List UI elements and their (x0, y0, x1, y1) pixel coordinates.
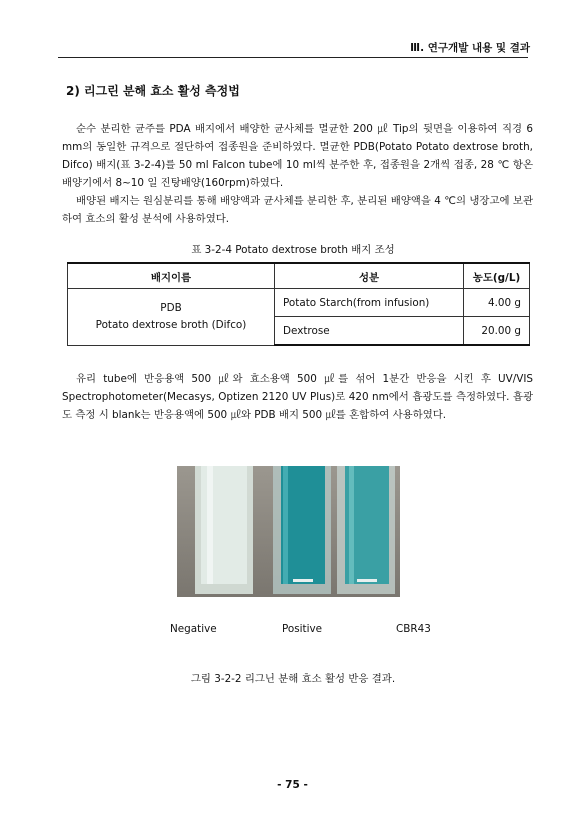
label-positive: Positive (282, 623, 323, 635)
label-cbr43: CBR43 (396, 623, 431, 635)
paragraph-text: 유리 tube에 반응용액 500 ㎕와 효소용액 500 ㎕를 섞어 1분간 반응을 시킨 후 UV/VIS Spectrophotometer(Mecasys, Optizen 2120 UV Plus)로 420 nm에서 흡광도를 측정하였다. 흡광도 측정 시 blank는 반응용액에 500 ㎕와 PDB 배지 500 ㎕를 혼합하여 사용하였다. (62, 373, 533, 421)
paragraph-text: 순수 분리한 균주를 PDA 배지에서 배양한 균사체를 멸균한 200 ㎕ Tip의 뒷면을 이용하여 직경 6 mm의 동일한 규격으로 절단하여 접종원을 준비하였다. 멸균한 PDB(Potato Potato dextrose broth, Difco) 배지(표 3-2-4)를 50 ml Falcon tube에 10 ml씩 분주한 후, 접종원을 2개씩 접종, 28 ℃ 항온배양기에서 8~10 일 진탕배양(160rpm)하였다. (62, 123, 533, 189)
methods-paragraph-2 (62, 370, 533, 424)
header-concentration: 농도(g/L) (464, 263, 530, 289)
medium-name-cell (68, 289, 275, 346)
header-medium-name: 배지이름 (68, 263, 275, 289)
reaction-result-photo (177, 466, 400, 597)
header-divider (58, 57, 528, 58)
table-caption: 표 3-2-4 Potato dextrose broth 배지 조성 (191, 244, 395, 256)
concentration-cell: 4.00 g (464, 289, 530, 317)
medium-composition-table (67, 262, 530, 346)
component-cell: Potato Starch(from infusion) (275, 289, 464, 317)
concentration-cell: 20.00 g (464, 317, 530, 346)
page-number: - 75 - (277, 779, 308, 791)
figure-caption: 그림 3-2-2 리그닌 분해 효소 활성 반응 결과. (190, 673, 396, 685)
chapter-header: Ⅲ. 연구개발 내용 및 결과 (410, 42, 530, 54)
component-cell: Dextrose (275, 317, 464, 346)
paragraph-text: 배양된 배지는 원심분리를 통해 배양액과 균사체를 분리한 후, 분리된 배양액을 4 ℃의 냉장고에 보관하여 효소의 활성 분석에 사용하였다. (62, 195, 533, 225)
medium-fullname: Potato dextrose broth (Difco) (95, 318, 247, 331)
section-title: 2) 리그린 분해 효소 활성 측정법 (66, 84, 240, 98)
methods-paragraph-1 (62, 120, 533, 228)
tubes-illustration (177, 466, 400, 597)
header-component: 성분 (275, 263, 464, 289)
label-negative: Negative (170, 623, 217, 635)
medium-abbrev: PDB (160, 301, 182, 314)
